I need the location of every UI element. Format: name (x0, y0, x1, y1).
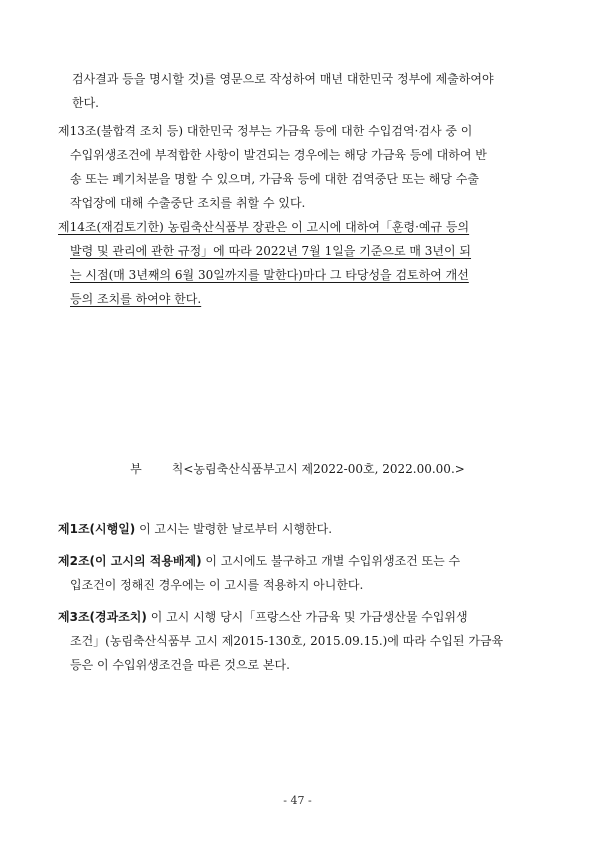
article-14-line-4: 등의 조치를 하여야 한다. (70, 292, 202, 306)
article-14-line-1: 제14조(재검토기한) 농림축산식품부 장관은 이 고시에 대하여「훈령·예규 등의 (58, 220, 470, 234)
supp-article-1-heading: 제1조(시행일) (58, 522, 136, 536)
supp-article-3 (58, 605, 544, 677)
supp-article-3-line-1: 이 고시 시행 당시「프랑스산 가금육 및 가금생산물 수입위생 (146, 610, 468, 624)
continuation-line-2: 한다. (72, 96, 99, 110)
article-14 (58, 215, 544, 311)
article-14-line-2: 발령 및 관리에 관한 규정」에 따라 2022년 7월 1일을 기준으로 매 3년이 되 (70, 244, 472, 258)
supplementary-provisions-title (0, 459, 595, 479)
article-13-line-3: 송 또는 폐기처분을 명할 수 있으며, 가금육 등에 대한 검역중단 또는 해당 수출 (70, 172, 479, 186)
article-14-line-3: 는 시점(매 3년째의 6월 30일까지를 말한다)마다 그 타당성을 검토하여 개선 (70, 268, 469, 282)
article-13-line-1: 제13조(불합격 조치 등) 대한민국 정부는 가금육 등에 대한 수입검역·검사 중 이 (58, 124, 473, 138)
supp-article-1-text: 이 고시는 발령한 날로부터 시행한다. (135, 522, 333, 536)
supp-article-3-line-3: 등은 이 수입위생조건을 따른 것으로 본다. (70, 658, 290, 672)
article-13-line-2: 수입위생조건에 부적합한 사항이 발견되는 경우에는 해당 가금육 등에 대하여 반 (70, 148, 487, 162)
supp-article-1 (58, 517, 544, 541)
supp-article-2-heading: 제2조(이 고시의 적용배제) (58, 554, 202, 568)
continuation-line-1: 검사결과 등을 명시할 것)를 영문으로 작성하여 매년 대한민국 정부에 제출하여야 (72, 72, 494, 86)
page-number: - 47 - (283, 794, 312, 807)
supplementary-title-rest: 칙<농림축산식품부고시 제2022-00호, 2022.00.00.> (171, 462, 465, 476)
supp-article-2 (58, 549, 544, 597)
supp-article-3-line-2: 조건」(농림축산식품부 고시 제2015-130호, 2015.09.15.)에 따라 수입된 가금육 (70, 634, 504, 648)
supp-article-2-line-1: 이 고시에도 불구하고 개별 수입위생조건 또는 수 (201, 554, 461, 568)
article-13 (58, 119, 544, 215)
supplementary-title-bu: 부 (130, 462, 142, 476)
supp-article-2-line-2: 입조건이 정해진 경우에는 이 고시를 적용하지 아니한다. (70, 578, 364, 592)
article-continuation (58, 67, 544, 115)
supp-article-3-heading: 제3조(경과조치) (58, 610, 147, 624)
article-13-line-4: 작업장에 대해 수출중단 조치를 취할 수 있다. (70, 196, 306, 210)
